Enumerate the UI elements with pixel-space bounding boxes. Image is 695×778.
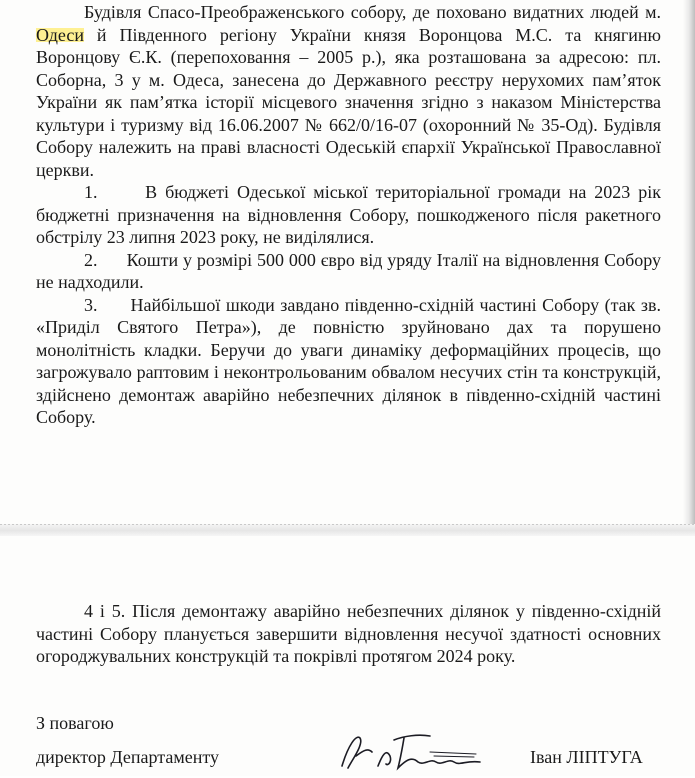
signer-name: Іван ЛІПТУГА [530,747,643,767]
item-text: В бюджеті Одеської міської територіальної громади на 2023 рік бюджетні призначення на відновлення Собору, пошкодженого після ракетного обстрілу 23 липня 2023 року, не виділялися. [36,182,661,247]
numbered-item-4-5 [36,600,661,668]
page-edge-shadow [683,0,695,524]
signer-position: директор Департаменту [36,747,220,767]
numbered-item-3 [36,294,661,429]
item-4-5-paragraph [36,600,661,668]
intro-line-1: Будівля Спасо-Преображенського собору, де поховано видатних людей [84,2,639,22]
item-text: Кошти у розмірі 500 000 євро від уряду Італії на відновлення Собору не надходили. [36,249,662,292]
intro-paragraph [36,1,661,181]
letter-body [36,1,661,429]
highlighted-city: Одеси [36,24,84,45]
item-number: 2. [84,249,98,270]
item-text: Найбільшої шкоди завдано південно-східній частині Собору (так зв. «Приділ Святого Петра»), де повністю зруйновано дах та порушено монолітність кладки. Беручи до уваги динаміку деформаційних процесів, що загрожувало раптовим і неконтрольованим обвалом несучих стін та конструкцій, здійснено демонтаж аварійно небезпечних ділянок в південно-східній частині Собору. [36,294,662,427]
item-number: 4 і 5. [84,601,126,621]
page-separator [0,524,695,536]
handwritten-signature [334,726,484,778]
intro-rest: й Південного регіону України князя Воронцова М.С. та княгиню Воронцову Є.К. (перепоховання – 2005 р.), яка розташована за адресою: пл. Соборна, 3 у м. Одеса, занесена до Державного реєстру нерухомих пам’яток України як пам’ятка історії місцевого значення згідно з наказом Міністерства культури і туризму від 16.06.2007 № 662/0/16-07 (охоронний № 35-Од). Будівля Собору належить на праві власності Одеській єпархії Української Православної церкви. [36,24,661,180]
item-text: Після демонтажу аварійно небезпечних ділянок у південно-східній частині Собору планується завершити відновлення несучої здатності основних огороджувальних конструкцій та покрівлі протягом 2024 року. [36,601,661,666]
numbered-item-2 [36,249,661,294]
intro-city-prefix: м. [645,2,662,22]
item-number: 1. [84,182,98,202]
closing-regards: З повагою [36,713,114,733]
item-number: 3. [84,294,98,315]
numbered-item-1 [36,181,661,249]
